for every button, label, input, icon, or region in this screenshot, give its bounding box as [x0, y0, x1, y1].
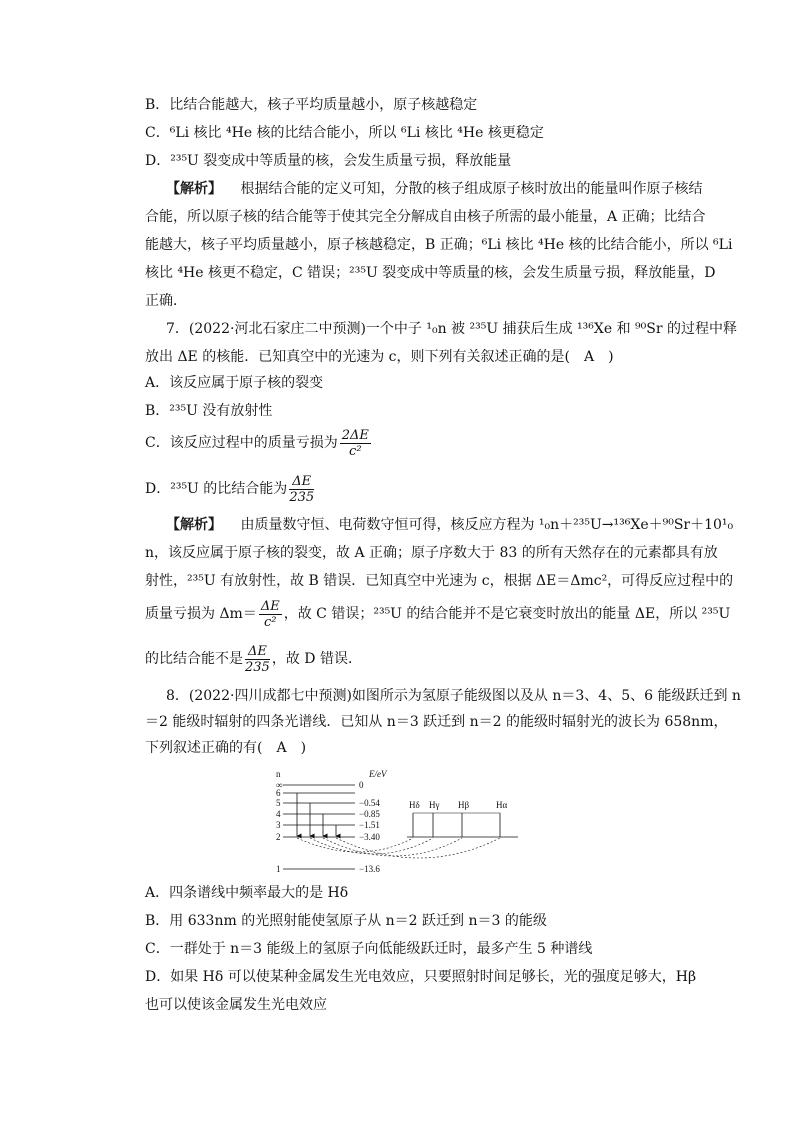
- q8-stem-line-3: 下列叙述正确的有( A ): [145, 740, 307, 756]
- q6-analysis-text-1: 根据结合能的定义可知，分散的核子组成原子核时放出的能量叫作原子核结: [240, 181, 703, 197]
- q7-analysis-l4-post: ，故 C 错误；²³⁵U 的结合能并不是它衰变时放出的能量 ΔE，所以 ²³⁵U: [283, 606, 731, 622]
- level-n-label: 2: [276, 832, 281, 842]
- q6-analysis-line-5: 正确．: [145, 293, 187, 309]
- level-energy-value: −13.6: [359, 864, 380, 874]
- q7-option-d-fraction: [289, 474, 314, 505]
- level-n-label: ∞: [276, 780, 283, 790]
- q7-analysis-l5-post: ，故 D 错误．: [271, 651, 362, 667]
- energy-level-svg: [270, 768, 532, 880]
- level-energy-value: 0: [359, 780, 364, 790]
- level-energy-value: −1.51: [359, 820, 380, 830]
- analysis-tag: 【解析】: [166, 181, 222, 197]
- q7-option-c-fraction: [340, 428, 371, 459]
- q7-analysis-line-5: [145, 641, 362, 677]
- q6-analysis-line-3: 能越大，核子平均质量越小，原子核越稳定，B 正确；⁶Li 核比 ⁴He 核的比结合能小，所以 ⁶Li: [145, 237, 733, 253]
- fraction-numerator: 2ΔE: [341, 427, 369, 443]
- q7-analysis-line-4: [145, 596, 730, 632]
- q7-stem-line-2: 放出 ΔE 的核能．已知真空中的光速为 c，则下列有关叙述正确的是( A ): [145, 349, 614, 365]
- level-n-label: 5: [276, 798, 281, 808]
- q7-analysis-fraction-2: [245, 644, 270, 675]
- level-energy-value: −3.40: [359, 832, 380, 842]
- q7-analysis-line-2: n，该反应属于原子核的裂变，故 A 正确；原子序数大于 83 的所有天然存在的元素都具有放: [145, 545, 718, 561]
- q7-option-d-text: D．²³⁵U 的比结合能为: [145, 481, 288, 497]
- q6-analysis-line-1: [166, 179, 702, 199]
- q8-option-c: C．一群处于 n＝3 能级上的氢原子向低能级跃迁时，最多产生 5 种谱线: [145, 941, 593, 957]
- q6-option-d: D．²³⁵U 裂变成中等质量的核，会发生质量亏损，释放能量: [145, 153, 512, 169]
- fraction-numerator: ΔE: [260, 598, 280, 614]
- fraction-denominator: 235: [245, 659, 270, 675]
- q7-analysis-fraction-1: [259, 599, 282, 630]
- q7-analysis-line-1: [166, 515, 733, 535]
- q7-option-b: B．²³⁵U 没有放射性: [145, 403, 273, 419]
- q8-stem-line-2: ＝2 能级时辐射的四条光谱线．已知从 n＝3 跃迁到 n＝2 的能级时辐射光的波长为 658nm，: [145, 714, 728, 730]
- q7-analysis-l4-pre: 质量亏损为 Δm＝: [145, 606, 257, 622]
- axis-label-n: n: [276, 769, 281, 779]
- level-n-label: 3: [276, 820, 281, 830]
- q7-analysis-l5-pre: 的比结合能不是: [145, 651, 243, 667]
- q6-analysis-line-2: 合能，所以原子核的结合能等于使其完全分解成自由核子所需的最小能量，A 正确；比结合: [145, 209, 706, 225]
- level-n-label: 6: [276, 788, 281, 798]
- q7-option-c-text: C．该反应过程中的质量亏损为: [145, 435, 338, 451]
- q7-analysis-text-1: 由质量数守恒、电荷数守恒可得，核反应方程为 ¹₀n＋²³⁵U→¹³⁶Xe＋⁹⁰Sr＋10¹₀: [240, 517, 734, 533]
- fraction-numerator: ΔE: [245, 644, 270, 660]
- fraction-denominator: c²: [264, 614, 277, 630]
- q8-option-a: A．四条谱线中频率最大的是 Hδ: [145, 885, 349, 901]
- fraction-numerator: ΔE: [289, 474, 314, 490]
- q8-option-d-line-1: D．如果 Hδ 可以使某种金属发生光电效应，只要照射时间足够长，光的强度足够大，Hβ: [145, 969, 697, 985]
- axis-label-energy: E/eV: [369, 769, 387, 779]
- spectral-label: Hδ: [409, 800, 420, 810]
- analysis-tag: 【解析】: [166, 517, 222, 533]
- q6-analysis-line-4: 核比 ⁴He 核更不稳定，C 错误；²³⁵U 裂变成中等质量的核，会发生质量亏损，释放能量，D: [145, 265, 716, 281]
- q7-analysis-line-3: 射性，²³⁵U 有放射性，故 B 错误．已知真空中光速为 c，根据 ΔE＝Δmc²，可得反应过程中的: [145, 573, 734, 589]
- q7-stem-line-1: 7．(2022·河北石家庄二中预测)一个中子 ¹₀n 被 ²³⁵U 捕获后生成 ¹³⁶Xe 和 ⁹⁰Sr 的过程中释: [166, 321, 737, 337]
- fraction-denominator: c²: [349, 443, 362, 459]
- level-n-label: 1: [276, 864, 281, 874]
- spectral-label: Hβ: [458, 800, 470, 810]
- q7-option-a: A．该反应属于原子核的裂变: [145, 375, 324, 391]
- energy-level-diagram: [270, 768, 532, 880]
- q8-option-d-line-2: 也可以使该金属发生光电效应: [145, 997, 327, 1013]
- q8-option-b: B．用 633nm 的光照射能使氢原子从 n＝2 跃迁到 n＝3 的能级: [145, 913, 547, 929]
- q7-option-c: [145, 426, 373, 460]
- fraction-denominator: 235: [289, 489, 315, 505]
- level-n-label: 4: [276, 809, 281, 819]
- spectral-label: Hα: [496, 800, 508, 810]
- level-energy-value: −0.85: [359, 809, 380, 819]
- spectral-label: Hγ: [429, 800, 440, 810]
- q8-stem-line-1: 8．(2022·四川成都七中预测)如图所示为氢原子能级图以及从 n＝3、4、5、6 能级跃迁到 n: [166, 688, 741, 704]
- q7-option-d: [145, 472, 316, 506]
- q6-option-b: B．比结合能越大，核子平均质量越小，原子核越稳定: [145, 97, 478, 113]
- dashed-arc-beta: [323, 838, 462, 856]
- level-energy-value: −0.54: [359, 798, 380, 808]
- q6-option-c: C．⁶Li 核比 ⁴He 核的比结合能小，所以 ⁶Li 核比 ⁴He 核更稳定: [145, 125, 544, 141]
